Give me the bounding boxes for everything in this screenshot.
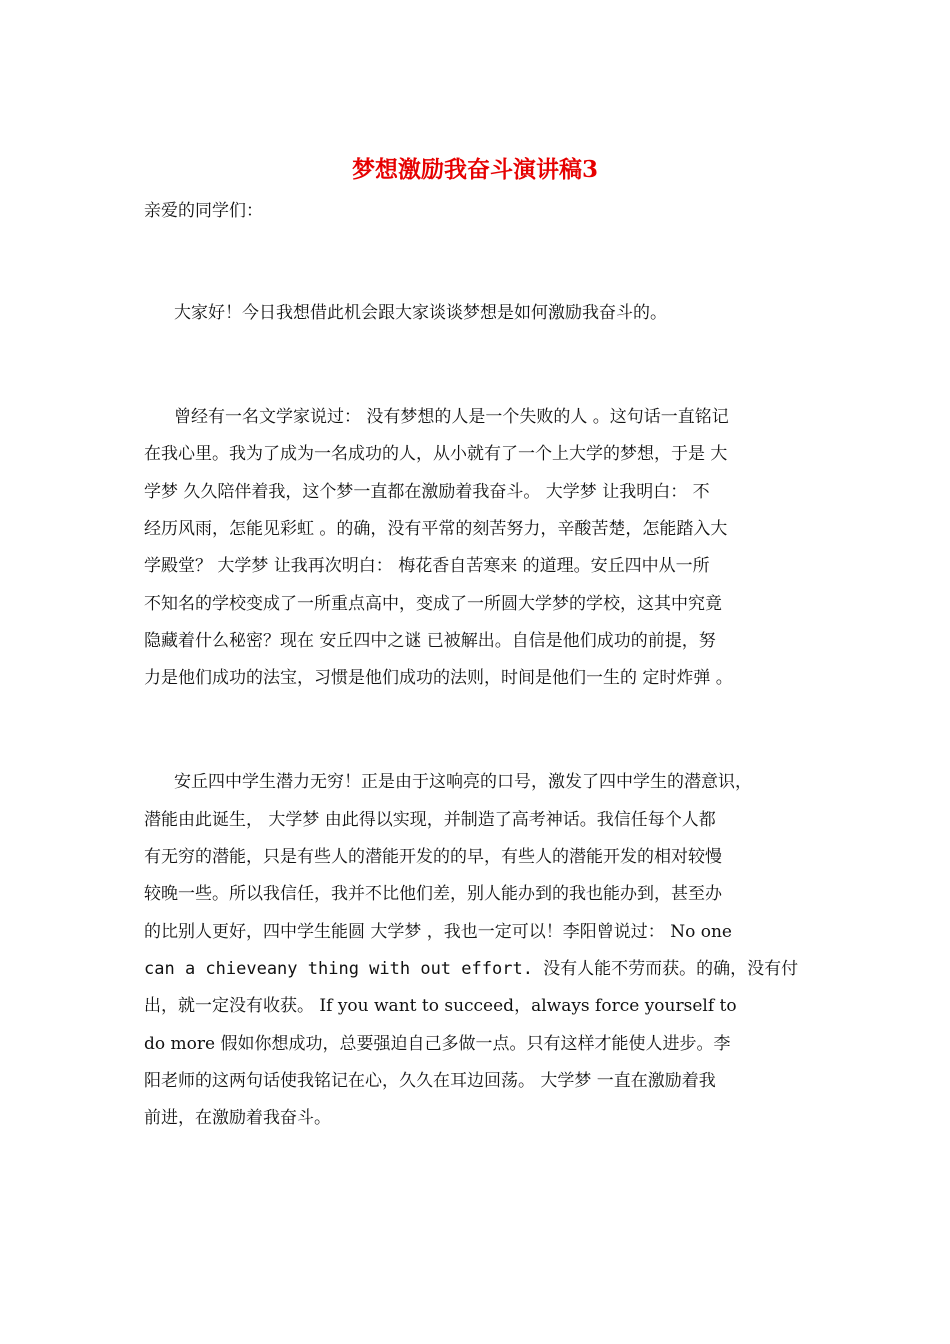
paragraph-1-line: 大家好！今日我想借此机会跟大家谈谈梦想是如何激励我奋斗的。	[174, 303, 667, 323]
paragraph-2-line: 学梦 久久陪伴着我，这个梦一直都在激励着我奋斗。 大学梦 让我明白： 不	[144, 482, 710, 502]
paragraph-2-line: 隐藏着什么秘密？现在 安丘四中之谜 已被解出。自信是他们成功的前提，努	[144, 631, 716, 651]
paragraph-2-line: 在我心里。我为了成为一名成功的人，从小就有了一个上大学的梦想，于是 大	[144, 444, 728, 464]
paragraph-3-line: 阳老师的这两句话使我铭记在心，久久在耳边回荡。 大学梦 一直在激励着我	[144, 1071, 716, 1091]
paragraph-3-line: 的比别人更好，四中学生能圆 大学梦 ，我也一定可以！李阳曾说过： No one	[144, 922, 732, 942]
document-title: 梦想激励我奋斗演讲稿3	[351, 156, 598, 183]
paragraph-3-line: 潜能由此诞生， 大学梦 由此得以实现，并制造了高考神话。我信任每个人都	[144, 810, 716, 830]
paragraph-3-line: 较晚一些。所以我信任，我并不比他们差，别人能办到的我也能办到，甚至办	[144, 884, 722, 904]
paragraph-2-line: 不知名的学校变成了一所重点高中，变成了一所圆大学梦的学校，这其中究竟	[144, 594, 722, 614]
paragraph-2-line: 力是他们成功的法宝，习惯是他们成功的法则，时间是他们一生的 定时炸弹 。	[144, 668, 733, 688]
paragraph-3-line: can a chieveany thing with out effort. 没有人能不劳而获。的确，没有付	[144, 959, 799, 979]
paragraph-3-line: 前进，在激励着我奋斗。	[144, 1108, 331, 1128]
paragraph-3-line: 安丘四中学生潜力无穷！正是由于这响亮的口号，激发了四中学生的潜意识，	[174, 772, 752, 792]
greeting: 亲爱的同学们：	[144, 201, 263, 221]
paragraph-2-line: 曾经有一名文学家说过： 没有梦想的人是一个失败的人 。这句话一直铭记	[174, 407, 729, 427]
paragraph-3-line: do more 假如你想成功，总要强迫自己多做一点。只有这样才能使人进步。李	[144, 1034, 731, 1054]
paragraph-3-line: 有无穷的潜能，只是有些人的潜能开发的的早，有些人的潜能开发的相对较慢	[144, 847, 722, 867]
paragraph-2-line: 学殿堂？ 大学梦 让我再次明白： 梅花香自苦寒来 的道理。安丘四中从一所	[144, 556, 710, 576]
paragraph-3-line: 出，就一定没有收获。 If you want to succeed，always force yourself to	[144, 996, 737, 1016]
paragraph-2-line: 经历风雨，怎能见彩虹 。的确，没有平常的刻苦努力，辛酸苦楚，怎能踏入大	[144, 519, 728, 539]
